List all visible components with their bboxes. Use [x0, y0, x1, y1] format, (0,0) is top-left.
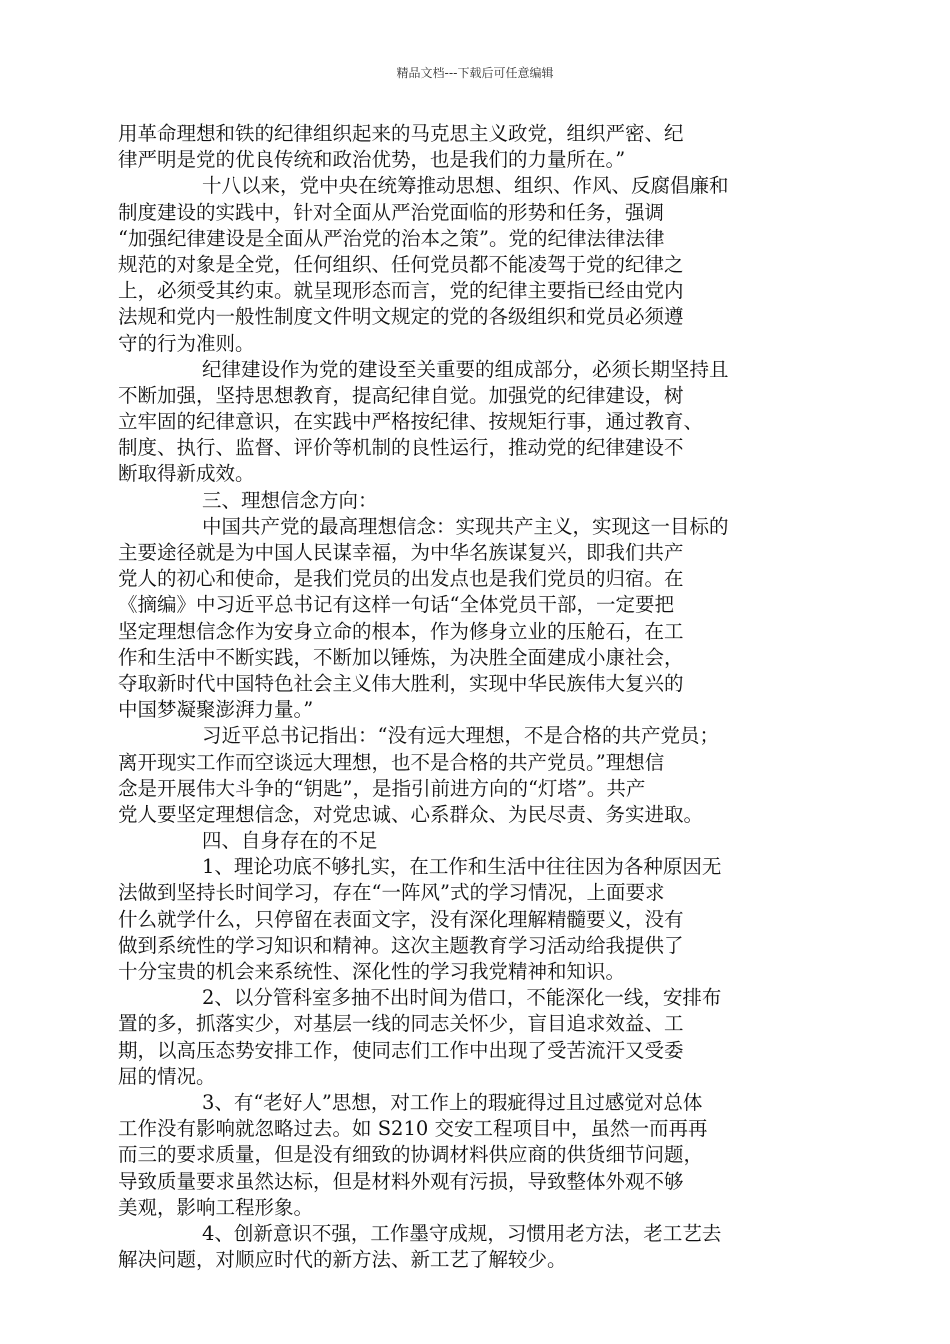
section-heading: 三、理想信念方向： — [202, 488, 378, 512]
text-line: 离开现实工作而空谈远大理想，也不是合格的共产党员。”理想信 — [118, 750, 665, 774]
text-line: 制度建设的实践中，针对全面从严治党面临的形势和任务，强调 — [118, 200, 665, 224]
document-body — [118, 121, 830, 1273]
text-line: 4、创新意识不强，工作墨守成规，习惯用老方法，老工艺去 — [202, 1221, 722, 1245]
text-line: 《摘编》中习近平总书记有这样一句话“全体党员干部，一定要把 — [118, 593, 674, 617]
text-line: 主要途径就是为中国人民谋幸福，为中华名族谋复兴，即我们共产 — [118, 541, 684, 564]
text-line: 工作没有影响就忽略过去。如 S210 交安工程项目中，虽然一而再再 — [118, 1117, 708, 1141]
text-line: 什么就学什么，只停留在表面文字，没有深化理解精髓要义，没有 — [118, 907, 684, 931]
text-line: 念是开展伟大斗争的“钥匙”，是指引前进方向的“灯塔”。共产 — [118, 776, 646, 800]
text-line: 上，必须受其约束。就呈现形态而言，党的纪律主要指已经由党内 — [118, 279, 684, 303]
text-line: 解决问题，对顺应时代的新方法、新工艺了解较少。 — [118, 1248, 567, 1272]
text-line: “加强纪律建设是全面从严治党的治本之策”。党的纪律法律法律 — [118, 226, 665, 250]
text-line: 不断加强，坚持思想教育，提高纪律自觉。加强党的纪律建设，树 — [118, 383, 684, 407]
text-line: 美观，影响工程形象。 — [118, 1195, 314, 1219]
text-line: 守的行为准则。 — [118, 331, 255, 355]
text-line: 党人要坚定理想信念，对党忠诚、心系群众、为民尽责、务实进取。 — [118, 802, 704, 826]
text-line: 断取得新成效。 — [118, 462, 255, 486]
text-line: 十八以来，党中央在统筹推动思想、组织、作风、反腐倡廉和 — [202, 174, 729, 198]
text-line: 作和生活中不断实践，不断加以锤炼，为决胜全面建成小康社会， — [118, 645, 684, 669]
text-line: 十分宝贵的机会来系统性、深化性的学习我党精神和知识。 — [118, 960, 626, 983]
text-line: 导致质量要求虽然达标，但是材料外观有污损，导致整体外观不够 — [118, 1169, 684, 1193]
text-line: 置的多，抓落实少，对基层一线的同志关怀少，盲目追求效益、工 — [118, 1012, 684, 1036]
text-line: 习近平总书记指出：“没有远大理想，不是合格的共产党员； — [202, 724, 719, 748]
page-header: 精品文档---下载后可任意编辑 — [396, 66, 554, 80]
text-line: 律严明是党的优良传统和政治优势，也是我们的力量所在。” — [118, 148, 626, 172]
text-line: 期，以高压态势安排工作，使同志们工作中出现了受苦流汗又受委 — [118, 1038, 684, 1062]
text-line: 夺取新时代中国特色社会主义伟大胜利，实现中华民族伟大复兴的 — [118, 671, 684, 695]
text-line: 法做到坚持长时间学习，存在“一阵风”式的学习情况，上面要求 — [118, 881, 665, 905]
text-line: 规范的对象是全党，任何组织、任何党员都不能凌驾于党的纪律之 — [118, 252, 684, 276]
text-line: 做到系统性的学习知识和精神。这次主题教育学习活动给我提供了 — [118, 933, 684, 957]
text-line: 制度、执行、监督、评价等机制的良性运行，推动党的纪律建设不 — [118, 436, 684, 460]
text-line: 党人的初心和使命，是我们党员的出发点也是我们党员的归宿。在 — [118, 567, 684, 591]
text-line: 屈的情况。 — [118, 1064, 216, 1088]
text-line: 纪律建设作为党的建设至关重要的组成部分，必须长期坚持且 — [202, 357, 729, 381]
text-line: 而三的要求质量，但是没有细致的协调材料供应商的供货细节问题， — [118, 1143, 704, 1167]
text-line: 用革命理想和铁的纪律组织起来的马克思主义政党，组织严密、纪 — [118, 122, 684, 145]
text-line: 1、理论功底不够扎实，在工作和生活中往往因为各种原因无 — [202, 855, 722, 879]
text-line: 法规和党内一般性制度文件明文规定的党的各级组织和党员必须遵 — [118, 305, 684, 329]
text-line: 中国梦凝聚澎湃力量。” — [118, 698, 314, 722]
text-line: 中国共产党的最高理想信念：实现共产主义，实现这一目标的 — [202, 514, 729, 538]
text-line: 2、以分管科室多抽不出时间为借口，不能深化一线，安排布 — [202, 986, 722, 1010]
text-line: 立牢固的纪律意识，在实践中严格按纪律、按规矩行事，通过教育、 — [118, 410, 704, 434]
section-heading: 四、自身存在的不足 — [202, 829, 378, 853]
text-line: 3、有“老好人”思想，对工作上的瑕疵得过且过感觉对总体 — [202, 1090, 703, 1114]
text-line: 坚定理想信念作为安身立命的根本，作为修身立业的压舱石，在工 — [118, 619, 684, 643]
